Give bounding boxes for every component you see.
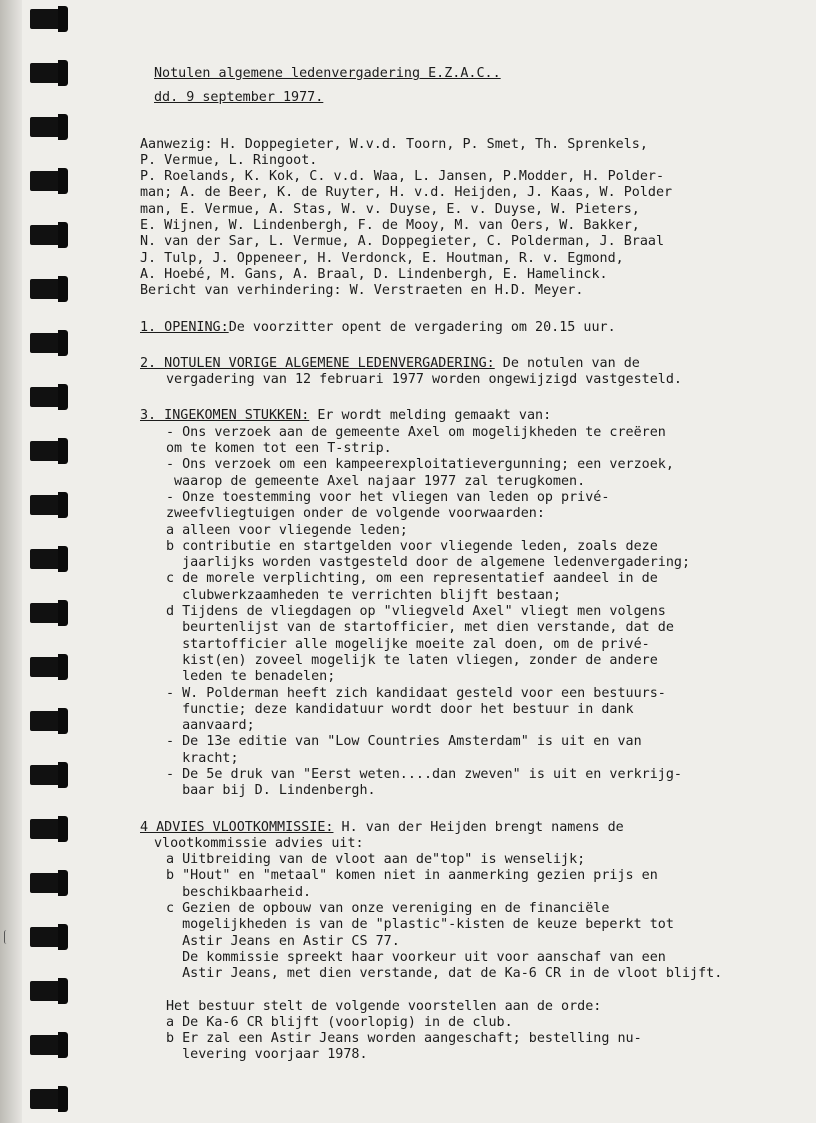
section-heading: 3. INGEKOMEN STUKKEN: <box>140 408 310 424</box>
list-item: zweefvliegtuigen onder de volgende voorwaarden: <box>166 506 545 522</box>
binding-ring <box>26 708 68 734</box>
binding-hole <box>30 765 60 785</box>
binding-ring <box>26 6 68 32</box>
binding-hole <box>30 225 60 245</box>
section-text: Er wordt melding gemaakt van: <box>309 408 552 424</box>
condition-item: clubwerkzaamheden te verrichten blijft bestaan; <box>166 587 562 603</box>
binding-coil <box>58 654 68 680</box>
advice-list <box>140 852 800 982</box>
list-item: kracht; <box>166 750 239 766</box>
list-item: functie; deze kandidatuur wordt door het bestuur in dank <box>166 701 634 717</box>
list-item: - Onze toestemming voor het vliegen van leden op privé- <box>166 489 610 505</box>
binding-hole <box>30 333 60 353</box>
advice-item: c Gezien de opbouw van onze vereniging en de financiële <box>166 901 610 917</box>
binding-ring <box>26 600 68 626</box>
binding-ring <box>26 978 68 1004</box>
list-item: - De 5e druk van "Eerst weten....dan zweven" is uit en verkrijg- <box>166 766 682 782</box>
margin-mark <box>4 930 9 944</box>
list-item: aanvaard; <box>166 718 255 734</box>
binding-ring <box>26 654 68 680</box>
condition-item: a alleen voor vliegende leden; <box>166 522 408 538</box>
board-item: a De Ka-6 CR blijft (voorlopig) in de club. <box>166 1014 513 1030</box>
spiral-binding <box>26 0 70 1123</box>
document-date: dd. 9 september 1977. <box>154 90 324 106</box>
attendance-line: P. Vermue, L. Ringoot. <box>140 152 318 168</box>
typed-minutes <box>140 66 800 1064</box>
binding-hole <box>30 279 60 299</box>
attendance-list <box>140 137 800 300</box>
attendance-line: P. Roelands, K. Kok, C. v.d. Waa, L. Jansen, P.Modder, H. Polder- <box>140 169 665 185</box>
binding-ring <box>26 1032 68 1058</box>
list-item: - De 13e editie van "Low Countries Amsterdam" is uit en van <box>166 734 642 750</box>
binding-ring <box>26 492 68 518</box>
binding-coil <box>58 1032 68 1058</box>
binding-hole <box>30 981 60 1001</box>
attendance-line: E. Wijnen, W. Lindenbergh, F. de Mooy, M. van Oers, W. Bakker, <box>140 218 640 234</box>
binding-hole <box>30 441 60 461</box>
section-text: H. van der Heijden brengt namens de <box>333 819 624 835</box>
condition-item: beurtenlijst van de startofficier, met dien verstande, dat de <box>166 620 674 636</box>
list-item: baar bij D. Lindenbergh. <box>166 783 376 799</box>
binding-coil <box>58 222 68 248</box>
incoming-list <box>140 425 800 800</box>
binding-coil <box>58 978 68 1004</box>
binding-coil <box>58 546 68 572</box>
section-incoming <box>140 408 800 424</box>
section-text: vergadering van 12 februari 1977 worden ongewijzigd vastgesteld. <box>166 372 682 388</box>
attendance-line: man; A. de Beer, K. de Ruyter, H. v.d. Heijden, J. Kaas, W. Polder <box>140 185 673 201</box>
advice-item: Astir Jeans en Astir CS 77. <box>166 933 400 949</box>
advice-item: mogelijkheden is van de "plastic"-kisten de keuze beperkt tot <box>166 917 674 933</box>
binding-hole <box>30 1089 60 1109</box>
advice-item: De kommissie spreekt haar voorkeur uit voor aanschaf van een <box>166 949 666 965</box>
binding-coil <box>58 708 68 734</box>
section-text: De notulen van de <box>494 355 640 371</box>
binding-ring <box>26 438 68 464</box>
binding-coil <box>58 114 68 140</box>
condition-item: b contributie en startgelden voor vliegende leden, zoals deze <box>166 538 658 554</box>
attendance-line: man, E. Vermue, A. Stas, W. v. Duyse, E. v. Duyse, W. Pieters, <box>140 201 640 217</box>
advice-item: Astir Jeans, met dien verstande, dat de Ka-6 CR in de vloot blijft. <box>166 966 723 982</box>
binding-hole <box>30 117 60 137</box>
attendance-line: J. Tulp, J. Oppeneer, H. Verdonck, E. Houtman, R. v. Egmond, <box>140 250 624 266</box>
board-intro: Het bestuur stelt de volgende voorstellen aan de orde: <box>166 998 602 1014</box>
binding-coil <box>58 6 68 32</box>
section-minutes <box>140 356 800 372</box>
list-item: waarop de gemeente Axel najaar 1977 zal terugkomen. <box>174 473 586 489</box>
binding-hole <box>30 927 60 947</box>
binding-coil <box>58 870 68 896</box>
binding-hole <box>30 171 60 191</box>
list-item: - Ons verzoek aan de gemeente Axel om mogelijkheden te creëren <box>166 424 666 440</box>
board-item: b Er zal een Astir Jeans worden aangeschaft; bestelling nu- <box>166 1031 642 1047</box>
binding-ring <box>26 546 68 572</box>
attendance-line: N. van der Sar, L. Vermue, A. Doppegieter, C. Polderman, J. Braal <box>140 234 665 250</box>
advice-item: b "Hout" en "metaal" komen niet in aanmerking gezien prijs en <box>166 868 658 884</box>
document-title: Notulen algemene ledenvergadering E.Z.A.C.. <box>154 66 501 81</box>
binding-ring <box>26 1086 68 1112</box>
condition-item: jaarlijks worden vastgesteld door de algemene ledenvergadering; <box>166 555 691 571</box>
condition-item: kist(en) zoveel mogelijk te laten vliegen, zonder de andere <box>166 652 658 668</box>
attendance-line: A. Hoebé, M. Gans, A. Braal, D. Lindenbergh, E. Hamelinck. <box>140 266 608 282</box>
binding-hole <box>30 819 60 839</box>
binding-coil <box>58 816 68 842</box>
binding-coil <box>58 384 68 410</box>
binding-coil <box>58 600 68 626</box>
binding-coil <box>58 492 68 518</box>
binding-hole <box>30 1035 60 1055</box>
attendance-line: Bericht van verhindering: W. Verstraeten en H.D. Meyer. <box>140 283 584 299</box>
section-heading: 1. OPENING: <box>140 319 229 335</box>
binding-ring <box>26 870 68 896</box>
condition-item: leden te benadelen; <box>166 669 336 685</box>
section-text: De voorzitter opent de vergadering om 20.15 uur. <box>228 319 616 335</box>
binding-ring <box>26 114 68 140</box>
binding-coil <box>58 1086 68 1112</box>
binding-hole <box>30 9 60 29</box>
attendance-line: Aanwezig: H. Doppegieter, W.v.d. Toorn, P. Smet, Th. Sprenkels, <box>140 136 648 152</box>
board-item: levering voorjaar 1978. <box>166 1047 368 1063</box>
advice-item: a Uitbreiding van de vloot aan de"top" is wenselijk; <box>166 852 586 868</box>
condition-item: c de morele verplichting, om een representatief aandeel in de <box>166 571 658 587</box>
binding-hole <box>30 711 60 731</box>
list-item: - Ons verzoek om een kampeerexploitatievergunning; een verzoek, <box>166 457 674 473</box>
page-edge <box>0 0 22 1123</box>
condition-item: startofficier alle mogelijke moeite zal doen, om de privé- <box>166 636 650 652</box>
binding-ring <box>26 384 68 410</box>
binding-hole <box>30 873 60 893</box>
condition-item: d Tijdens de vliegdagen op "vliegveld Axel" vliegt men volgens <box>166 604 666 620</box>
list-item: om te komen tot een T-strip. <box>166 441 392 457</box>
binding-hole <box>30 603 60 623</box>
binding-ring <box>26 330 68 356</box>
section-fleet <box>140 820 800 836</box>
binding-coil <box>58 168 68 194</box>
binding-ring <box>26 762 68 788</box>
section-text: vlootkommissie advies uit: <box>154 835 364 851</box>
binding-coil <box>58 438 68 464</box>
binding-hole <box>30 549 60 569</box>
binding-coil <box>58 924 68 950</box>
section-heading: 4 ADVIES VLOOTKOMMISSIE: <box>140 819 334 835</box>
binding-ring <box>26 924 68 950</box>
binding-ring <box>26 276 68 302</box>
binding-ring <box>26 168 68 194</box>
section-opening <box>140 320 800 336</box>
section-heading: 2. NOTULEN VORIGE ALGEMENE LEDENVERGADERING: <box>140 355 495 371</box>
binding-ring <box>26 222 68 248</box>
binding-hole <box>30 63 60 83</box>
binding-coil <box>58 276 68 302</box>
binding-hole <box>30 387 60 407</box>
binding-coil <box>58 330 68 356</box>
binding-ring <box>26 60 68 86</box>
binding-ring <box>26 816 68 842</box>
binding-coil <box>58 60 68 86</box>
list-item: - W. Polderman heeft zich kandidaat gesteld voor een bestuurs- <box>166 685 666 701</box>
binding-coil <box>58 762 68 788</box>
binding-hole <box>30 495 60 515</box>
binding-hole <box>30 657 60 677</box>
advice-item: beschikbaarheid. <box>166 884 312 900</box>
